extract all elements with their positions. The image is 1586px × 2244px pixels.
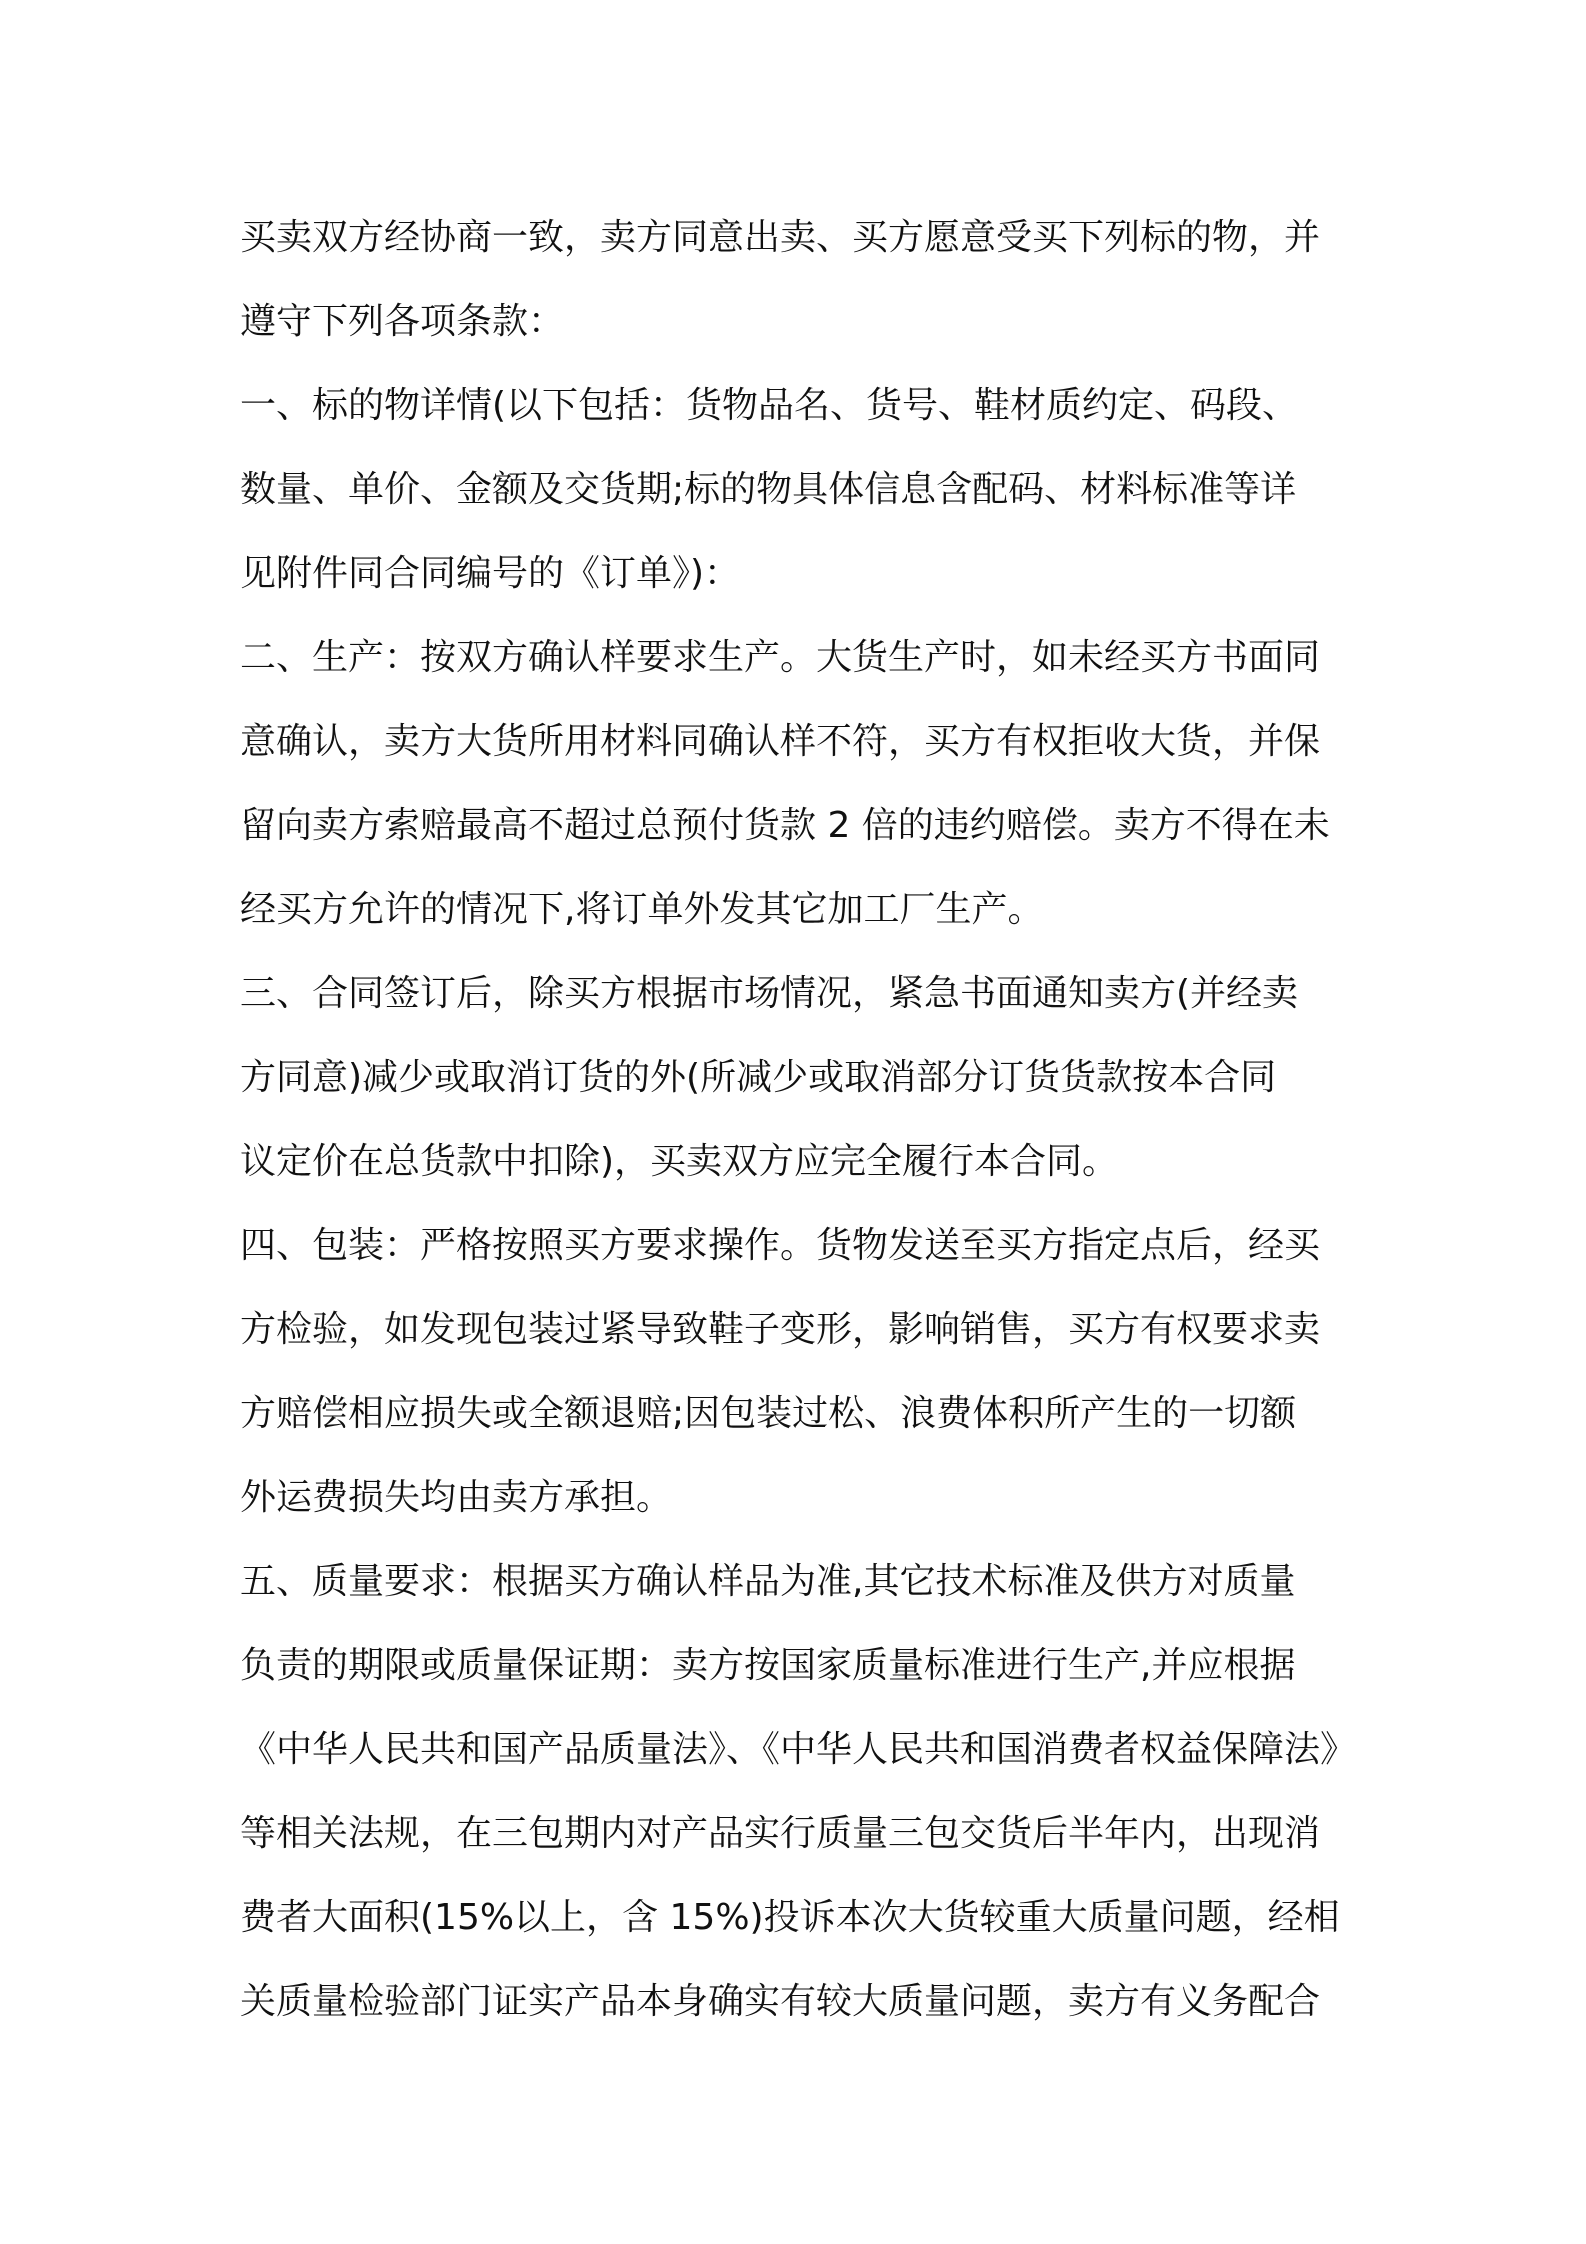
contract-text — [240, 196, 1360, 2044]
text-line: 买卖双方经协商一致，卖方同意出卖、买方愿意受买下列标的物，并 — [240, 217, 1321, 258]
text-line: 外运费损失均由卖方承担。 — [240, 1477, 673, 1518]
text-line: 二、生产：按双方确认样要求生产。大货生产时，如未经买方书面同 — [240, 637, 1321, 678]
text-line: 关质量检验部门证实产品本身确实有较大质量问题，卖方有义务配合 — [240, 1981, 1321, 2022]
text-line: 负责的期限或质量保证期：卖方按国家质量标准进行生产,并应根据 — [240, 1645, 1296, 1686]
text-line: 意确认，卖方大货所用材料同确认样不符，买方有权拒收大货，并保 — [240, 721, 1321, 762]
text-line: 三、合同签订后，除买方根据市场情况，紧急书面通知卖方(并经卖 — [240, 973, 1299, 1014]
text-line: 经买方允许的情况下,将订单外发其它加工厂生产。 — [240, 889, 1044, 930]
text-line: 等相关法规，在三包期内对产品实行质量三包交货后半年内，出现消 — [240, 1813, 1321, 1854]
text-line: 议定价在总货款中扣除)，买卖双方应完全履行本合同。 — [240, 1141, 1119, 1182]
text-line: 费者大面积(15%以上，含 15%)投诉本次大货较重大质量问题，经相 — [240, 1897, 1340, 1938]
text-line: 见附件同合同编号的《订单》)： — [240, 553, 741, 594]
text-line: 四、包装：严格按照买方要求操作。货物发送至买方指定点后，经买 — [240, 1225, 1321, 1266]
text-line: 五、质量要求：根据买方确认样品为准,其它技术标准及供方对质量 — [240, 1561, 1296, 1602]
text-line: 《中华人民共和国产品质量法》、《中华人民共和国消费者权益保障法》 — [240, 1729, 1357, 1770]
text-line: 方检验，如发现包装过紧导致鞋子变形，影响销售，买方有权要求卖 — [240, 1309, 1321, 1350]
text-line: 留向卖方索赔最高不超过总预付货款 2 倍的违约赔偿。卖方不得在未 — [240, 805, 1330, 846]
text-line: 数量、单价、金额及交货期;标的物具体信息含配码、材料标准等详 — [240, 469, 1297, 510]
text-line: 一、标的物详情(以下包括：货物品名、货号、鞋材质约定、码段、 — [240, 385, 1299, 426]
text-line: 方同意)减少或取消订货的外(所减少或取消部分订货货款按本合同 — [240, 1057, 1277, 1098]
text-line: 方赔偿相应损失或全额退赔;因包装过松、浪费体积所产生的一切额 — [240, 1393, 1297, 1434]
text-line: 遵守下列各项条款： — [240, 301, 565, 342]
